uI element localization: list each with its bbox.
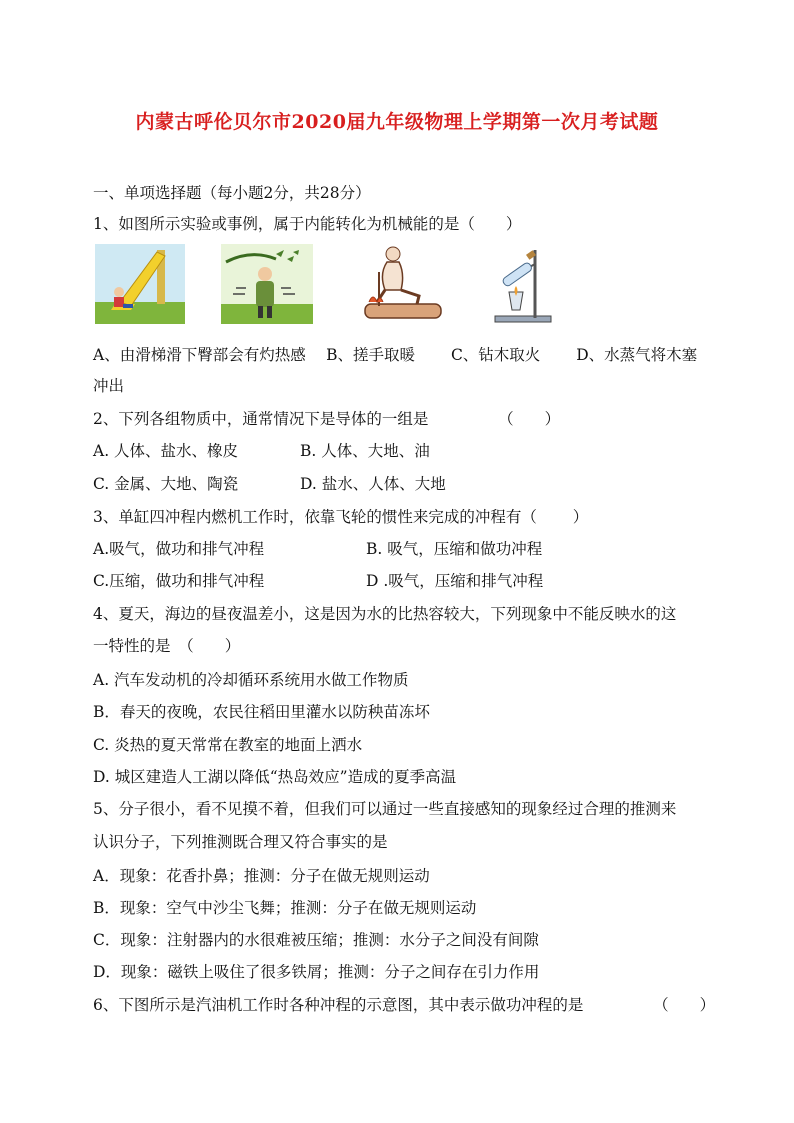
q4-option-a: A. 汽车发动机的冷却循环系统用水做工作物质 bbox=[93, 671, 409, 689]
q5-option-a: A．现象：花香扑鼻；推测：分子在做无规则运动 bbox=[93, 867, 430, 885]
drill-fire-image bbox=[357, 244, 449, 326]
q5-stem: 5、分子很小，看不见摸不着，但我们可以通过一些直接感知的现象经过合理的推测来 bbox=[93, 800, 677, 818]
q5-option-c: C．现象：注射器内的水很难被压缩；推测：水分子之间没有间隙 bbox=[93, 931, 539, 949]
section-heading: 一、单项选择题（每小题2分，共28分） bbox=[93, 184, 371, 202]
q3-stem: 3、单缸四冲程内燃机工作时，依靠飞轮的惯性来完成的冲程有（ ） bbox=[93, 508, 589, 526]
q2-option-c: C. 金属、大地、陶瓷 bbox=[93, 475, 239, 493]
q1-options-continued: 冲出 bbox=[93, 377, 125, 395]
rubbing-hands-image bbox=[221, 244, 313, 324]
q2-stem: 2、下列各组物质中，通常情况下是导体的一组是 （ ） bbox=[93, 410, 561, 428]
q4-option-c: C. 炎热的夏天常常在教室的地面上洒水 bbox=[93, 736, 363, 754]
q2-option-d: D. 盐水、人体、大地 bbox=[300, 475, 446, 493]
q2-option-b: B. 人体、大地、油 bbox=[300, 442, 430, 460]
q4-stem: 4、夏天，海边的昼夜温差小，这是因为水的比热容较大，下列现象中不能反映水的这 bbox=[93, 605, 677, 623]
q5-stem-continued: 认识分子，下列推测既合理又符合事实的是 bbox=[93, 833, 388, 851]
page-title: 内蒙古呼伦贝尔市2020届九年级物理上学期第一次月考试题 bbox=[135, 111, 659, 133]
q4-stem-continued: 一特性的是 （ ） bbox=[93, 637, 241, 655]
q1-stem: 1、如图所示实验或事例，属于内能转化为机械能的是（ ） bbox=[93, 215, 522, 233]
q3-option-b: B. 吸气，压缩和做功冲程 bbox=[366, 540, 543, 558]
q3-option-c: C.压缩，做功和排气冲程 bbox=[93, 572, 265, 590]
q4-option-d: D. 城区建造人工湖以降低“热岛效应”造成的夏季高温 bbox=[93, 768, 457, 786]
q5-option-b: B．现象：空气中沙尘飞舞；推测：分子在做无规则运动 bbox=[93, 899, 477, 917]
q5-option-d: D．现象：磁铁上吸住了很多铁屑；推测：分子之间存在引力作用 bbox=[93, 963, 540, 981]
q6-stem: 6、下图所示是汽油机工作时各种冲程的示意图，其中表示做功冲程的是 （ ） bbox=[93, 996, 716, 1014]
q3-option-a: A.吸气，做功和排气冲程 bbox=[93, 540, 265, 558]
q1-options: A、由滑梯滑下臀部会有灼热感 B、搓手取暖 C、钻木取火 D、水蒸气将木塞 bbox=[93, 346, 698, 364]
steam-cork-image bbox=[487, 244, 559, 326]
q3-option-d: D .吸气，压缩和排气冲程 bbox=[366, 572, 544, 590]
q4-option-b: B．春天的夜晚，农民往稻田里灌水以防秧苗冻坏 bbox=[93, 703, 430, 721]
slide-image bbox=[95, 244, 185, 324]
q2-option-a: A. 人体、盐水、橡皮 bbox=[93, 442, 239, 460]
